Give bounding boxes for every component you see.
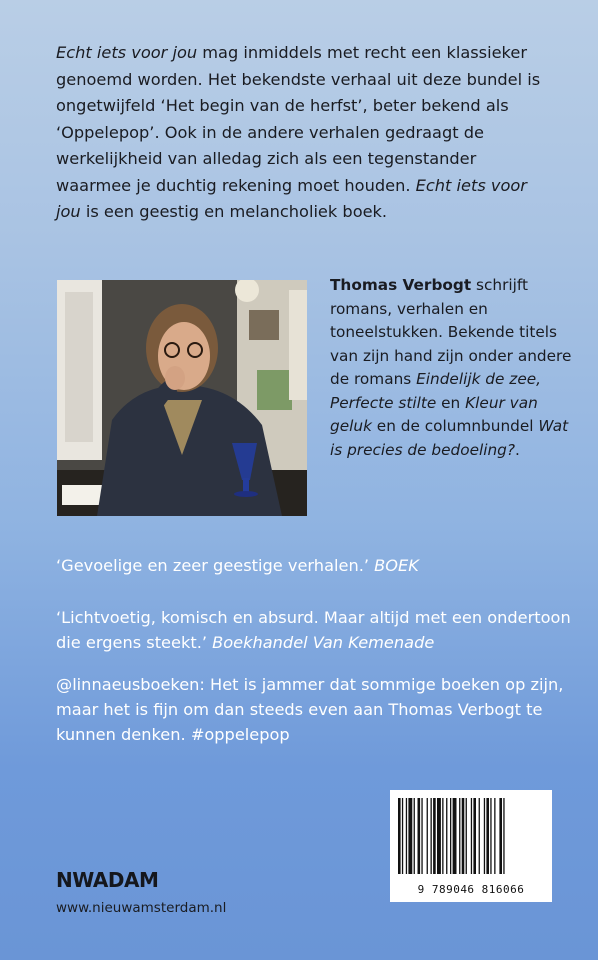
author-name: Thomas Verbogt [330,276,472,294]
blurb-text: mag inmiddels met recht een klassieker genoemd worden. Het bekendste verhaal uit deze bundel is ongetwijfeld ‘Het begin van de herfst’, beter bekend als ‘Oppelepop’. Ook in de andere verhalen gedraagt de werkelijkheid van alledag zich als een tegenstander waarmee je duchtig rekening moet houden. [56,43,541,195]
barcode-bar [466,798,467,874]
quote-text: ‘Lichtvoetig, komisch en absurd. Maar altijd met een ondertoon die ergens steekt.’ [56,608,571,652]
bio-text: . [515,440,520,459]
quote-source: Boekhandel Van Kemenade [212,633,435,652]
book-title: Eindelijk de zee, [416,370,542,388]
review-quote [56,605,571,655]
barcode-bar [459,798,460,874]
publisher-logo: NWADAM [56,868,159,892]
review-quote [56,672,571,747]
barcode-bar [414,798,415,874]
back-cover-blurb [56,40,556,226]
barcode-bar [427,798,428,874]
book-title: Perfecte stilte [330,393,437,412]
quote-source: BOEK [374,556,419,575]
author-photo [57,280,307,516]
barcode-bar [486,798,489,874]
bio-text: en [436,393,466,412]
barcode-bar [499,798,502,874]
barcode-bar [473,798,476,874]
book-title: Echt iets voor jou [56,43,198,62]
isbn-number: 9 789046 816066 [417,883,525,896]
blurb-text: is een geestig en melancholiek boek. [80,202,388,221]
quote-text: @linnaeusboeken: Het is jammer dat sommige boeken op zijn, maar het is fijn om dan steeds even aan Thomas Verbogt te kunnen denken. #oppelepop [56,675,564,744]
barcode-bar [402,798,403,874]
barcode-bar [418,798,421,874]
barcode-bar [406,798,407,874]
barcode-bar [408,798,412,874]
barcode-bar [484,798,485,874]
barcode-bar [446,798,447,874]
barcode-bar [398,798,401,874]
barcode-bar [462,798,465,874]
bio-text: en de columnbundel [371,417,539,435]
author-bio [330,274,580,462]
bio-text: schrijft romans, verhalen en toneelstukken. Bekende titels van zijn hand zijn onder andere de romans [330,276,572,388]
barcode-bar [442,798,443,874]
barcode-bar [471,798,472,874]
book-title: Wat is precies de bedoeling? [330,417,569,459]
barcode-bars [398,798,544,874]
barcode-bar [421,798,422,874]
barcode-bar [479,798,480,874]
review-quote [56,553,571,578]
quote-text: ‘Gevoelige en zeer geestige verhalen.’ [56,556,375,575]
book-title: Echt iets voor jou [56,175,527,221]
book-title: Kleur van geluk [330,393,538,435]
publisher-url[interactable]: www.nieuwamsterdam.nl [56,900,227,916]
barcode-bar [490,798,491,874]
barcode-bar [433,798,436,874]
barcode-bar [450,798,451,874]
barcode-bar [431,798,432,874]
isbn-barcode [390,790,552,902]
barcode-bar [494,798,495,874]
barcode-bar [437,798,441,874]
barcode-bar [503,798,504,874]
barcode-bar [453,798,457,874]
